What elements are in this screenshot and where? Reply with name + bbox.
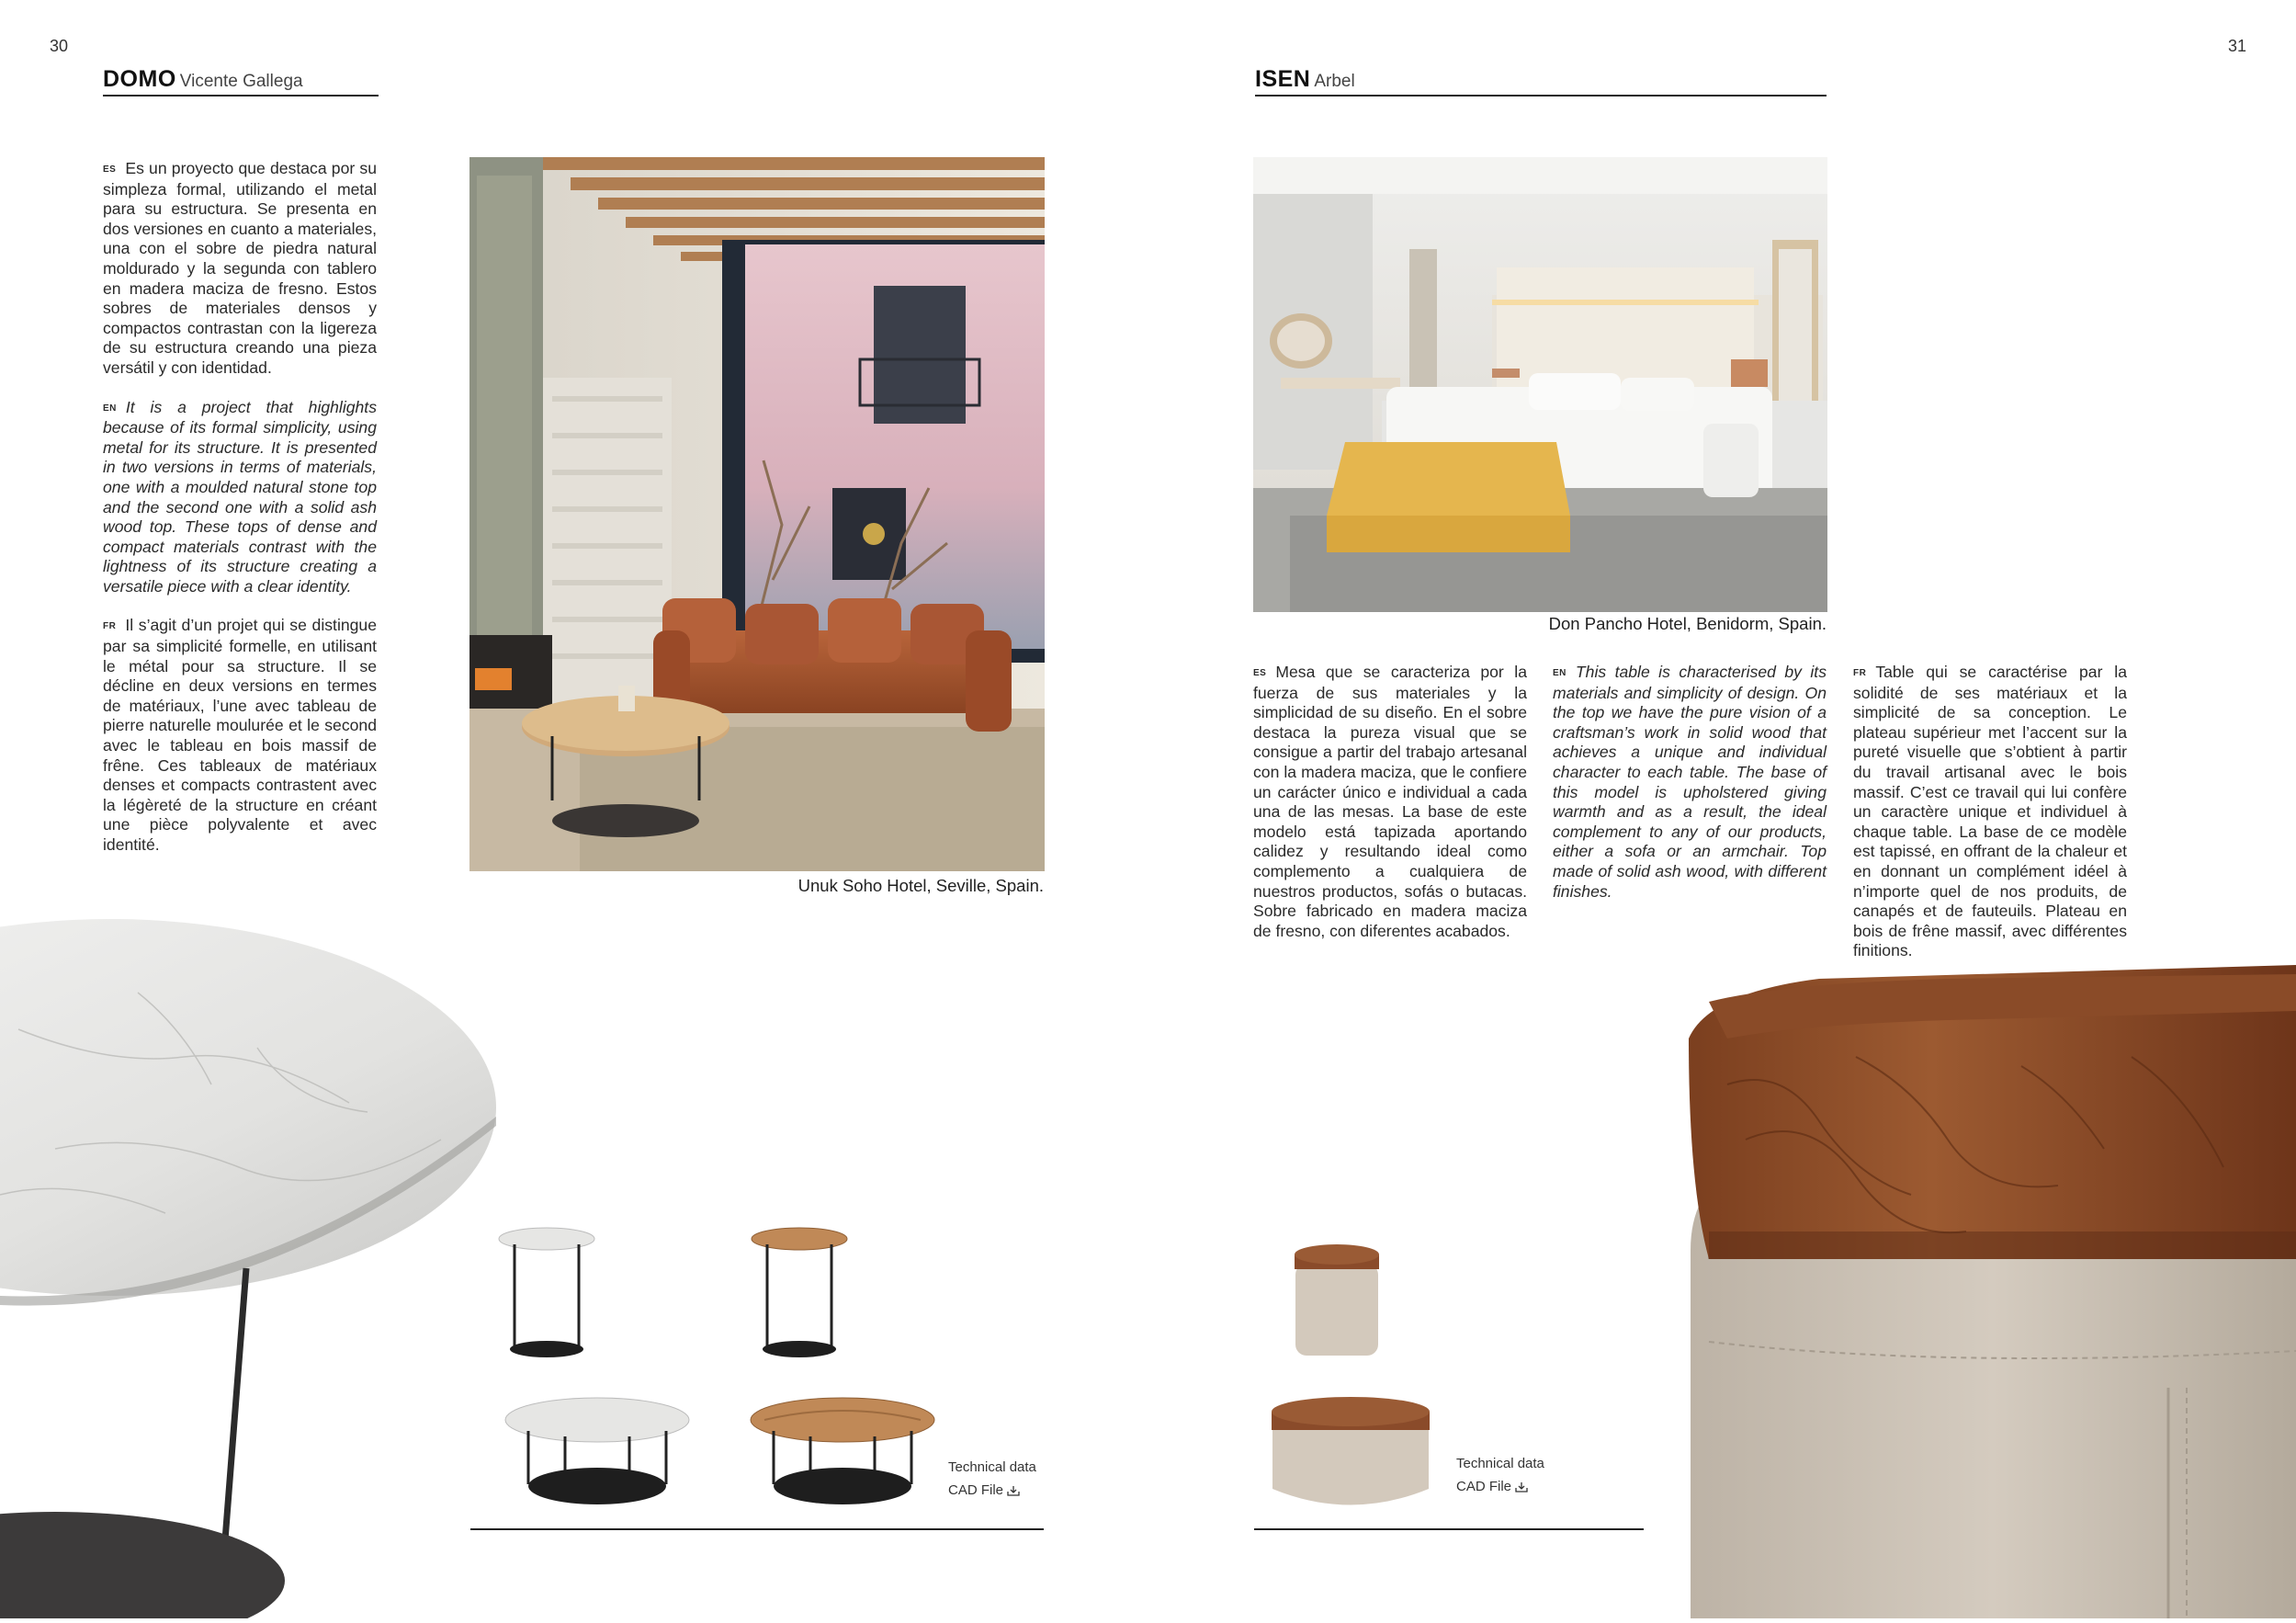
photo-caption-isen: Don Pancho Hotel, Benidorm, Spain. xyxy=(1548,614,1827,633)
cad-file-link[interactable]: CAD File xyxy=(1456,1475,1544,1500)
divider-domo xyxy=(470,1528,1044,1530)
download-icon xyxy=(1515,1477,1528,1500)
designer-name: Vicente Gallega xyxy=(179,72,303,91)
technical-data-link[interactable]: Technical data xyxy=(1456,1456,1544,1471)
description-fr: FR Il s’agit d’un projet qui se distingue par sa simplicité formelle, en utilisant le métal pour sa structure. Il se décline en deux versions en termes de matériaux, l’une avec tableau de pierre naturelle moulurée et le second avec le tableau en bois massif de frêne. Ces tableaux de matériaux denses et compacts contrastent avec la légèreté de la structure en créant une pièce polyvalente et avec identité. xyxy=(103,616,377,854)
divider-isen xyxy=(1254,1528,1644,1530)
lang-tag: FR xyxy=(103,621,117,632)
isen-table-closeup xyxy=(1672,956,2296,1618)
cad-file-link[interactable]: CAD File xyxy=(948,1479,1036,1504)
description-en: EN It is a project that highlights because of its formal simplicity, using metal for its structure. It is presented in two versions in terms of materials, one with a moulded natural stone top and the second one with a solid ash wood top. These tops of dense and compact materials contrast with the lightness of its structure creating a versatile piece with a clear identity. xyxy=(103,397,377,596)
product-name: DOMO xyxy=(103,66,176,92)
domo-coffee-table-marble xyxy=(501,1392,694,1512)
lang-tag: EN xyxy=(103,403,117,414)
lang-tag: ES xyxy=(103,165,117,175)
isen-side-table xyxy=(1291,1236,1383,1360)
domo-side-table-marble xyxy=(496,1222,597,1360)
page-number-right: 31 xyxy=(2228,37,2247,55)
hotel-bedroom-photo xyxy=(1253,157,1827,612)
product-title-isen xyxy=(1255,66,1827,96)
description-es: ES Es un proyecto que destaca por su simpleza formal, utilizando el metal para su estructura. Se presenta en dos versiones en cuanto a materiales, una con el sobre de piedra natural moldurado y la segunda con tablero en madera maciza de fresno. Estos sobres de materiales densos y compactos contrastan con la ligereza de su estructura creando una pieza versátil y con identidad. xyxy=(103,159,377,377)
technical-data-link[interactable]: Technical data xyxy=(948,1459,1036,1475)
product-name: ISEN xyxy=(1255,66,1311,92)
isen-coffee-table xyxy=(1268,1388,1433,1516)
description-column-domo xyxy=(103,159,377,856)
downloads-isen xyxy=(1456,1452,1544,1500)
designer-name: Arbel xyxy=(1314,72,1355,91)
page-number-left: 30 xyxy=(50,37,69,55)
description-fr-isen: FR Table qui se caractérise par la solidité de ses matériaux et la simplicité de sa conception. Le plateau supérieur met l’accent sur la pureté visuelle que s’obtient à partir du travail artisanal avec le bois massif. C’est ce travail qui lui confère un caractère unique et individuel à chaque table. La base de ce modèle est tapissé, en offrant de la chaleur et en donnant un complément idéel à n’importe quel de nos produits, de canapés et de fauteuils. Plateau en bois de frêne massif, avec différentes finitions. xyxy=(1853,663,2127,960)
downloads-domo xyxy=(948,1456,1036,1504)
domo-coffee-table-wood xyxy=(746,1392,939,1512)
description-es-isen: ES Mesa que se caracteriza por la fuerza de sus materiales y la simplicidad de su diseño. En el sobre destaca la pureza visual que se consigue a partir del trabajo artesanal con la madera maciza, que le confiere un carácter único e individual a cada una de las mesas. La base de este modelo está tapizada aportando calidez y resultando ideal como complemento a cualquiera de nuestros productos, sofás o butacas. Sobre fabricado en madera maciza de fresno, con diferentes acabados. xyxy=(1253,663,1527,940)
lang-tag: ES xyxy=(1253,668,1267,678)
photo-caption-domo: Unuk Soho Hotel, Seville, Spain. xyxy=(797,876,1044,895)
domo-side-table-wood xyxy=(749,1222,850,1360)
lang-tag: EN xyxy=(1553,668,1566,678)
hotel-lounge-photo xyxy=(469,157,1045,871)
description-en-isen: EN This table is characterised by its materials and simplicity of design. On the top we have the pure vision of a craftsman’s work in solid wood that achieves a unique and individual character to each table. The base of this model is upholstered giving warmth and as a result, the ideal complement to any of our products, either a sofa or an armchair. Top made of solid ash wood, with different finishes. xyxy=(1553,663,1827,901)
download-icon xyxy=(1007,1481,1020,1504)
marble-table-closeup xyxy=(0,919,515,1618)
lang-tag: FR xyxy=(1853,668,1867,678)
product-title-domo xyxy=(103,66,379,96)
